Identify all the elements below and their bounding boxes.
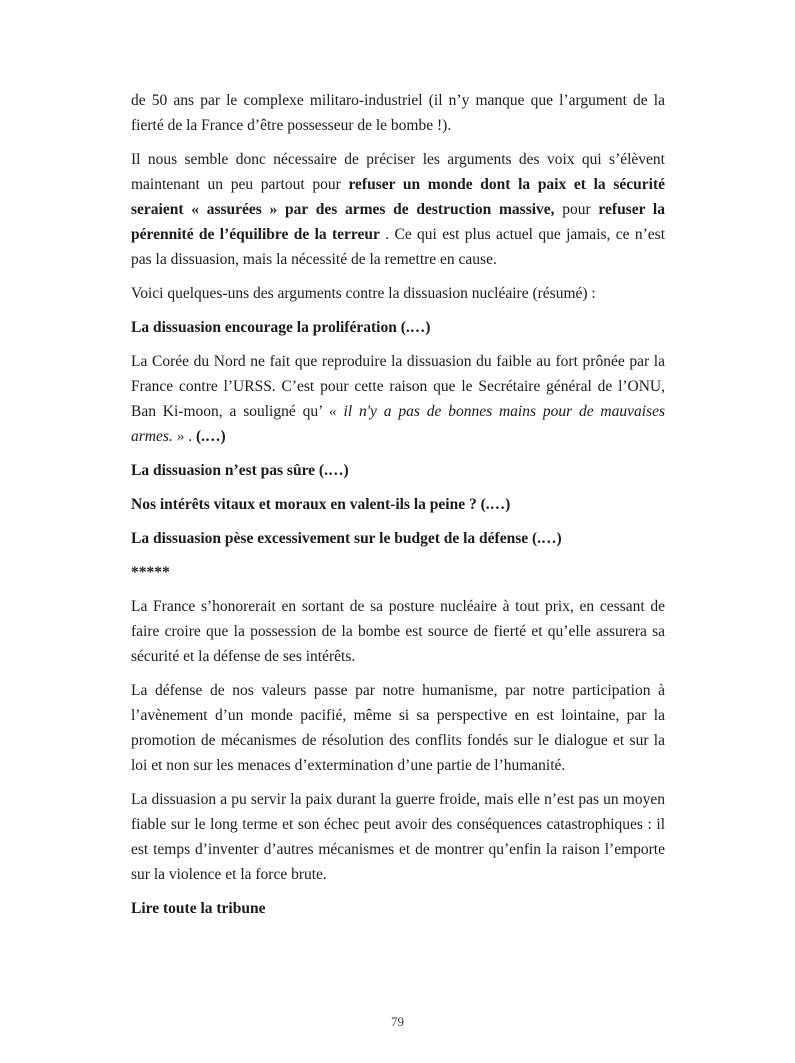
text-run: La dissuasion n’est pas sûre (.…) (131, 462, 349, 479)
text-run: La dissuasion pèse excessivement sur le budget de la défense (.…) (131, 530, 562, 547)
text-run: Il nous semble donc nécessaire de préciser les arguments des voix qui s’élèvent maintenant un peu partout pour (131, 151, 665, 193)
separator (131, 560, 665, 585)
text-run: La défense de nos valeurs passe par notre humanisme, par notre participation à l’avènement d’un monde pacifié, même si sa perspective en est lointaine, par la promotion de mécanismes de résolution des conflits fondés sur le dialogue et sur la loi et non sur les menaces d’extermination d’une partie de l’humanité. (131, 682, 665, 774)
link-heading (131, 896, 665, 921)
text-run: ***** (131, 564, 170, 581)
text-run: (.…) (196, 428, 226, 445)
text-run: . (184, 428, 197, 445)
text-run: « il n'y a pas de bonnes mains pour de mauvaises armes. » (131, 403, 665, 445)
document-body (131, 88, 665, 930)
text-run: Nos intérêts vitaux et moraux en valent-ils la peine ? (.…) (131, 496, 511, 513)
text-run: de 50 ans par le complexe militaro-industriel (il n’y manque que l’argument de la fierté de la France d’être possesseur de le bombe !). (131, 92, 665, 134)
paragraph (131, 787, 665, 887)
text-run: La Corée du Nord ne fait que reproduire la dissuasion du faible au fort prônée par la France contre l’URSS. C’est pour cette raison que le Secrétaire général de l’ONU, Ban Ki-moon, a souligné qu’ (131, 353, 665, 420)
heading (131, 526, 665, 551)
text-run: pour (554, 201, 599, 218)
paragraph (131, 594, 665, 669)
paragraph (131, 678, 665, 778)
text-run: . Ce qui est plus actuel que jamais, ce n’est pas la dissuasion, mais la nécessité de la remettre en cause. (131, 226, 665, 268)
text-run: La dissuasion encourage la prolifération (.…) (131, 319, 431, 336)
text-run: La France s’honorerait en sortant de sa posture nucléaire à tout prix, en cessant de faire croire que la possession de la bombe est source de fierté et qu’elle assurera sa sécurité et la défense de ses intérêts. (131, 598, 665, 665)
text-run: refuser la pérennité de l’équilibre de la terreur (131, 201, 665, 243)
paragraph (131, 88, 665, 138)
paragraph (131, 281, 665, 306)
text-run: Voici quelques-uns des arguments contre la dissuasion nucléaire (résumé) : (131, 285, 596, 302)
heading (131, 492, 665, 517)
heading (131, 458, 665, 483)
text-run: refuser un monde dont la paix et la sécurité seraient « assurées » par des armes de destruction massive, (131, 176, 665, 218)
page-number: 79 (391, 1014, 404, 1029)
paragraph (131, 349, 665, 449)
text-run: Lire toute la tribune (131, 900, 266, 917)
paragraph (131, 147, 665, 272)
heading (131, 315, 665, 340)
text-run: La dissuasion a pu servir la paix durant la guerre froide, mais elle n’est pas un moyen fiable sur le long terme et son échec peut avoir des conséquences catastrophiques : il est temps d’inventer d’autres mécanismes et de montrer qu’enfin la raison l’emporte sur la violence et la force brute. (131, 791, 665, 883)
